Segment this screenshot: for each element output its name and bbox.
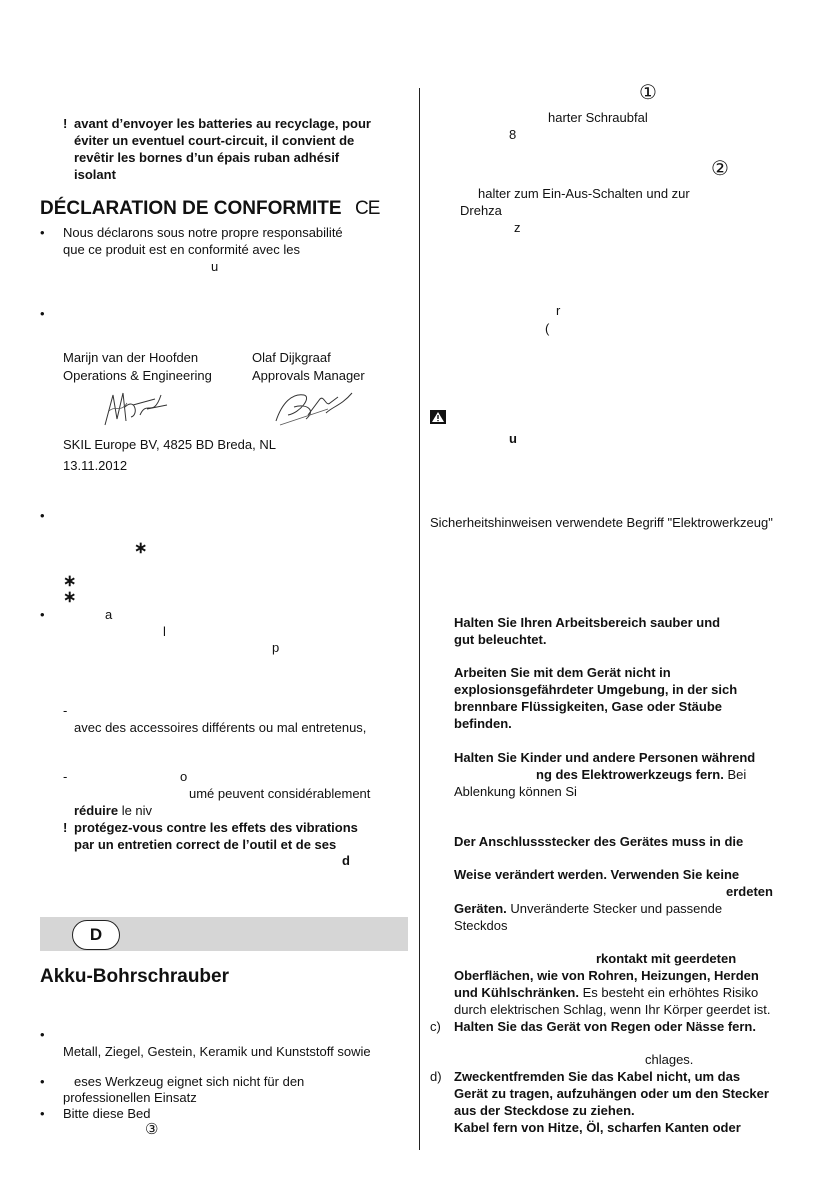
d-line-3: aus der Steckdose zu ziehen.	[454, 1103, 635, 1118]
p3-line-2	[536, 766, 746, 783]
product-title: Akku-Bohrschrauber	[40, 966, 229, 987]
text-fragment: a	[105, 607, 113, 622]
circled-number-2: ②	[711, 158, 729, 180]
p5-line-4: durch elektrischen Schlag, wenn Ihr Körper geerdet ist.	[454, 1002, 771, 1017]
p4-line-4-rest: Unveränderte Stecker und passende	[506, 901, 723, 916]
text-fragment: l	[163, 624, 166, 639]
bullet: •	[40, 1074, 45, 1089]
d-line-1: Zweckentfremden Sie das Kabel nicht, um das	[454, 1069, 741, 1084]
p4-line-4-bold: Geräten.	[454, 901, 507, 916]
p5-line-1: rkontakt mit geerdeten	[596, 951, 737, 966]
c-text: Halten Sie das Gerät von Regen oder Nässe fern.	[454, 1019, 756, 1034]
p3-line-1: Halten Sie Kinder und andere Personen während	[454, 750, 756, 765]
p2-line-3: brennbare Flüssigkeiten, Gase oder Stäube	[454, 699, 723, 714]
bitte-line: Bitte diese Bed	[63, 1106, 151, 1121]
text-fragment: r	[556, 303, 561, 318]
dash: -	[63, 703, 68, 718]
signatory-name-2: Olaf Dijkgraaf	[252, 350, 331, 365]
reduire-bold: réduire	[74, 803, 119, 818]
bullet: •	[40, 1106, 45, 1121]
signatory-role-1: Operations & Engineering	[63, 368, 212, 383]
list-label-c: c)	[430, 1019, 441, 1034]
p4-line-5: Steckdos	[454, 918, 508, 933]
warning-mark: !	[63, 116, 68, 131]
reduire-line	[74, 802, 152, 819]
sicherheit-line: Sicherheitshinweisen verwendete Begriff "Elektrowerkzeug"	[430, 515, 773, 530]
circled-number-3: ③	[145, 1121, 159, 1138]
p2-line-4: befinden.	[454, 716, 512, 731]
p4-line-3: erdeten	[726, 884, 773, 899]
text-fragment: 8	[509, 127, 517, 142]
reduire-rest: le niv	[118, 803, 153, 818]
dash: -	[63, 769, 68, 784]
asterisk: ∗	[63, 573, 77, 590]
bullet: •	[40, 1027, 45, 1042]
material-line: Metall, Ziegel, Gestein, Keramik und Kunststoff sowie	[63, 1044, 371, 1059]
vibration-warning-line-1: protégez-vous contre les effets des vibrations	[74, 820, 358, 835]
bullet: •	[40, 306, 45, 321]
fume-line: umé peuvent considérablement	[189, 786, 371, 801]
p4-line-2: Weise verändert werden. Verwenden Sie keine	[454, 867, 740, 882]
d-line-2: Gerät zu tragen, aufzuhängen oder um den Stecker	[454, 1086, 769, 1101]
warning-triangle-icon	[430, 410, 446, 424]
p5-line-3	[454, 984, 758, 1001]
vibration-warning-line-2: par un entretien correct de l’outil et de ses	[74, 837, 337, 852]
warning-line-2: éviter un eventuel court-circuit, il convient de	[74, 133, 355, 148]
asterisk: ∗	[134, 540, 148, 557]
bullet: •	[40, 508, 45, 523]
p1-line-2: gut beleuchtet.	[454, 632, 547, 647]
werkzeug-line: eses Werkzeug eignet sich nicht für den	[74, 1074, 305, 1089]
warning-line-3: revêtir les bornes d’un épais ruban adhésif	[74, 150, 340, 165]
signature-2-image	[268, 385, 358, 431]
p4-line-4	[454, 900, 722, 917]
c-line-2: chlages.	[645, 1052, 694, 1067]
column-divider	[419, 88, 420, 1150]
asterisk: ∗	[63, 589, 77, 606]
list-label-d: d)	[430, 1069, 442, 1084]
text-fragment: p	[272, 640, 280, 655]
p5-line-3-rest: Es besteht ein erhöhtes Risiko	[578, 985, 759, 1000]
professional-line: professionellen Einsatz	[63, 1090, 197, 1105]
text-fragment: (	[545, 321, 550, 336]
halter-line: halter zum Ein-Aus-Schalten und zur	[478, 186, 690, 201]
conformity-line-1: Nous déclarons sous notre propre responsabilité	[63, 225, 343, 240]
conformity-fragment: u	[211, 259, 219, 274]
drehza-line: Drehza	[460, 203, 502, 218]
warning-mark: !	[63, 820, 68, 835]
schraub-line: harter Schraubfal	[548, 110, 648, 125]
warning-line-1: avant d’envoyer les batteries au recyclage, pour	[74, 116, 371, 131]
accessories-line: avec des accessoires différents ou mal entretenus,	[74, 720, 367, 735]
d-line-4: Kabel fern von Hitze, Öl, scharfen Kanten oder	[454, 1120, 741, 1135]
signatory-role-2: Approvals Manager	[252, 368, 365, 383]
text-fragment: z	[514, 220, 521, 235]
text-fragment: u	[509, 431, 517, 446]
p5-line-3-bold: und Kühlschränken.	[454, 985, 579, 1000]
p3-line-2-bold: ng des Elektrowerkzeugs fern.	[536, 767, 724, 782]
p1-line-1: Halten Sie Ihren Arbeitsbereich sauber und	[454, 615, 721, 630]
p4-line-1: Der Anschlussstecker des Gerätes muss in die	[454, 834, 744, 849]
p3-line-2-rest: Bei	[723, 767, 747, 782]
text-fragment: o	[180, 769, 188, 784]
bullet: •	[40, 607, 45, 622]
signature-1-image	[95, 385, 175, 431]
signatory-name-1: Marijn van der Hoofden	[63, 350, 199, 365]
p2-line-1: Arbeiten Sie mit dem Gerät nicht in	[454, 665, 671, 680]
ce-mark: CE	[355, 198, 380, 219]
text-fragment: d	[342, 853, 350, 868]
bullet: •	[40, 225, 45, 240]
language-badge: D	[72, 920, 120, 950]
p2-line-2: explosionsgefährdeter Umgebung, in der sich	[454, 682, 738, 697]
p3-line-3: Ablenkung können Si	[454, 784, 577, 799]
warning-line-4: isolant	[74, 167, 116, 182]
declaration-date: 13.11.2012	[63, 458, 128, 473]
company-address: SKIL Europe BV, 4825 BD Breda, NL	[63, 437, 276, 452]
p5-line-2: Oberflächen, wie von Rohren, Heizungen, Herden	[454, 968, 759, 983]
conformity-title: DÉCLARATION DE CONFORMITE	[40, 198, 342, 219]
circled-number-1: ①	[639, 82, 657, 104]
conformity-line-2: que ce produit est en conformité avec les	[63, 242, 301, 257]
